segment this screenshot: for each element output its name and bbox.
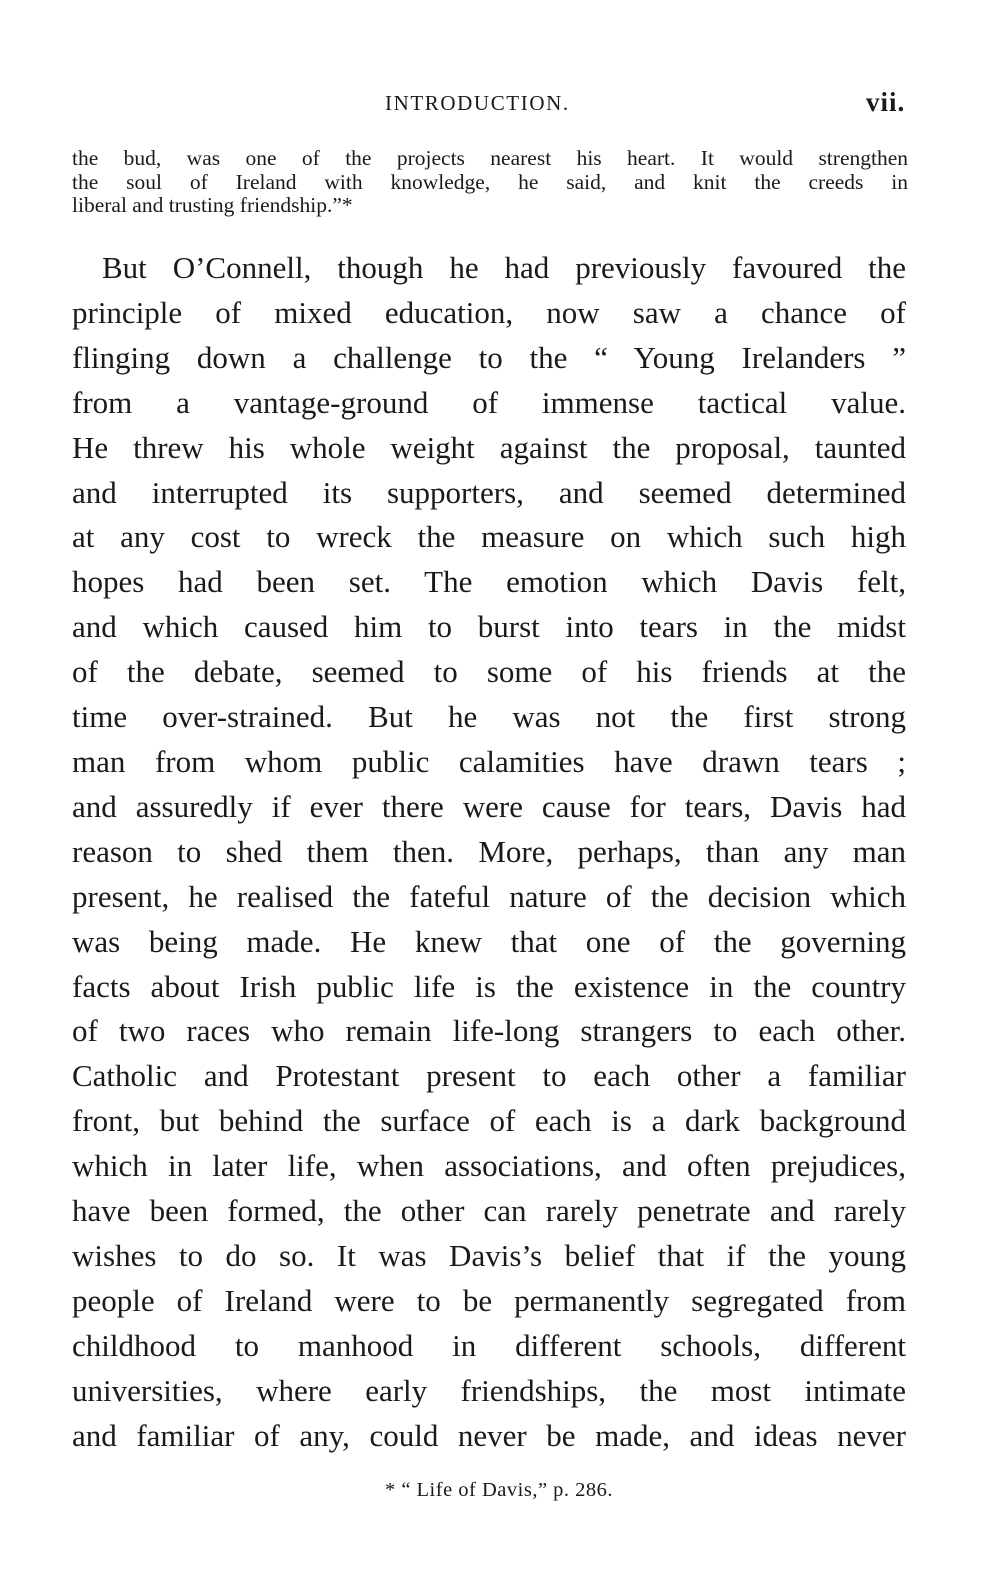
running-head	[0, 86, 1000, 120]
text-line: have been formed, the other can rarely penetrate and rarely	[72, 1193, 906, 1229]
body-paragraph	[72, 246, 906, 1458]
text-line: facts about Irish public life is the existence in the country	[72, 968, 906, 1004]
text-line: But O’Connell, though he had previously favoured the	[102, 250, 906, 285]
text-line: from a vantage-ground of immense tactical value.	[72, 384, 906, 420]
text-line: people of Ireland were to be permanently segregated from	[72, 1282, 906, 1318]
quotation-line: liberal and trusting friendship.”*	[72, 193, 353, 217]
text-line: universities, where early friendships, the most intimate	[72, 1372, 906, 1408]
text-line: at any cost to wreck the measure on which such high	[72, 519, 906, 555]
text-line: reason to shed them then. More, perhaps, than any man	[72, 833, 906, 869]
text-line: front, but behind the surface of each is a dark background	[72, 1103, 906, 1139]
footnote-text: * “ Life of Davis,” p. 286.	[384, 1479, 614, 1501]
text-line: of the debate, seemed to some of his friends at the	[72, 654, 906, 690]
quotation-line: the soul of Ireland with knowledge, he said, and knit the creeds in	[72, 169, 908, 194]
text-line: of two races who remain life-long strangers to each other.	[72, 1013, 906, 1049]
text-line: and familiar of any, could never be made, and ideas never	[72, 1417, 906, 1453]
text-line: present, he realised the fateful nature of the decision which	[72, 878, 906, 914]
text-line: wishes to do so. It was Davis’s belief that if the young	[72, 1237, 906, 1273]
text-line: and which caused him to burst into tears in the midst	[72, 609, 906, 645]
text-line: was being made. He knew that one of the governing	[72, 923, 906, 959]
text-line: man from whom public calamities have drawn tears ;	[72, 743, 906, 779]
text-line: hopes had been set. The emotion which Davis felt,	[72, 564, 906, 600]
text-line: time over-strained. But he was not the first strong	[72, 699, 906, 735]
text-line: and interrupted its supporters, and seemed determined	[72, 474, 906, 510]
text-line: and assuredly if ever there were cause for tears, Davis had	[72, 788, 906, 824]
text-line: principle of mixed education, now saw a chance of	[72, 294, 906, 330]
footnote	[0, 1477, 1000, 1503]
quotation-line: the bud, was one of the projects nearest his heart. It would strengthen	[72, 146, 908, 170]
page-number: vii.	[866, 87, 906, 117]
text-line: flinging down a challenge to the “ Young Irelanders ”	[72, 339, 906, 375]
text-line: childhood to manhood in different schools, different	[72, 1327, 906, 1363]
carryover-quotation	[72, 147, 908, 218]
running-title: INTRODUCTION.	[385, 91, 570, 115]
text-line: He threw his whole weight against the proposal, taunted	[72, 429, 906, 465]
text-line: which in later life, when associations, and often prejudices,	[72, 1148, 906, 1184]
text-line: Catholic and Protestant present to each other a familiar	[72, 1058, 906, 1094]
